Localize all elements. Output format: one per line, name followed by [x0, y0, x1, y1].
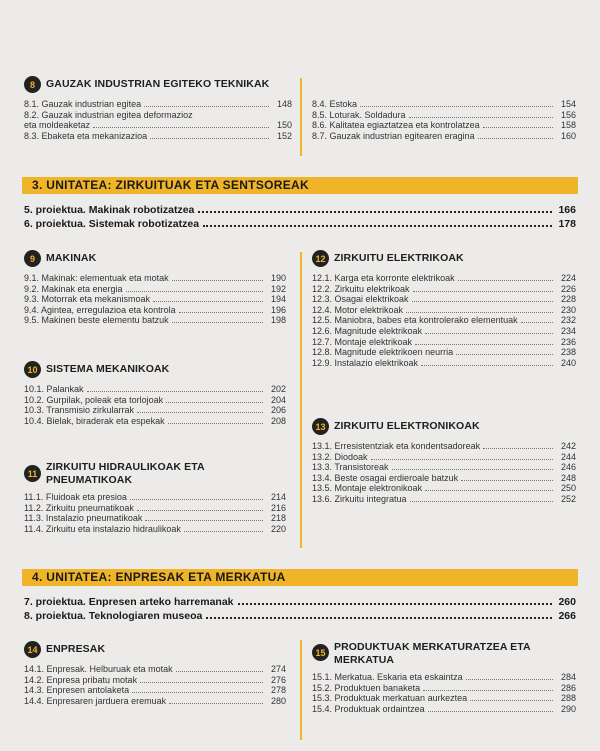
toc-entry[interactable]: 11.3. Instalazio pneumatikoak 218 — [24, 513, 286, 524]
toc-entry[interactable]: 12.3. Osagai elektrikoak 228 — [312, 294, 576, 305]
toc-entry[interactable]: 8.7. Gauzak industrian egitearen eragina 160 — [312, 130, 576, 141]
chapter-10-number-badge: 10 — [24, 361, 41, 378]
toc-entry[interactable]: 13.2. Diodoak 244 — [312, 451, 576, 462]
chapter-12-number-badge: 12 — [312, 250, 329, 267]
toc-entry[interactable]: 13.6. Zirkuitu integratua 252 — [312, 493, 576, 504]
toc-entry[interactable]: eta moldeaketaz 150 — [24, 120, 292, 131]
column-divider — [300, 78, 302, 156]
toc-entry[interactable]: 15.2. Produktuen banaketa 286 — [312, 682, 576, 693]
chapter-8-title: GAUZAK INDUSTRIAN EGITEKO TEKNIKAK — [46, 78, 270, 91]
chapter-10-title: SISTEMA MEKANIKOAK — [46, 363, 170, 376]
toc-entry[interactable]: 13.3. Transistoreak 246 — [312, 462, 576, 473]
chapter-10-section — [24, 361, 286, 426]
unit-4-header: 4. UNITATEA: ENPRESAK ETA MERKATUA — [22, 569, 578, 586]
toc-entry[interactable]: 11.4. Zirkuitu eta instalazio hidraulikoak 220 — [24, 523, 286, 534]
toc-entry[interactable]: 8.1. Gauzak industrian egitea 148 — [24, 99, 292, 109]
chapter-11-number-badge: 11 — [24, 465, 41, 482]
toc-entry[interactable]: 12.1. Karga eta korronte elektrikoak 224 — [312, 273, 576, 283]
chapter-11-title: ZIRKUITU HIDRAULIKOAK ETA PNEUMATIKOAK — [46, 461, 205, 486]
toc-entry[interactable]: 9.4. Agintea, erregulazioa eta kontrola 196 — [24, 304, 286, 315]
toc-entry[interactable]: 12.2. Zirkuitu elektrikoak 226 — [312, 283, 576, 294]
toc-entry[interactable]: 10.1. Palankak 202 — [24, 384, 286, 394]
toc-entry[interactable]: 13.5. Montaje elektronikoak 250 — [312, 483, 576, 494]
chapter-13-number-badge: 13 — [312, 418, 329, 435]
toc-entry[interactable]: 15.4. Produktuak ordaintzea 290 — [312, 703, 576, 714]
toc-entry[interactable]: 12.8. Magnitude elektrikoen neurria 238 — [312, 347, 576, 358]
chapter-8-number-badge: 8 — [24, 76, 41, 93]
chapter-12-section — [312, 250, 576, 368]
chapter-15-section — [312, 641, 576, 714]
chapter-12-title: ZIRKUITU ELEKTRIKOAK — [334, 252, 464, 265]
chapter-15-title: PRODUKTUAK MERKATURATZEA ETA MERKATUA — [334, 641, 531, 666]
chapter-8-continued — [312, 99, 576, 141]
chapter-13-section — [312, 418, 576, 505]
toc-entry[interactable]: 10.4. Bielak, biraderak eta espekak 208 — [24, 415, 286, 426]
toc-entry[interactable]: 9.5. Makinen beste elementu batzuk 198 — [24, 315, 286, 326]
toc-entry[interactable]: 9.1. Makinak: elementuak eta motak 190 — [24, 273, 286, 283]
toc-entry[interactable]: 15.3. Produktuak merkatuan aurkeztea 288 — [312, 693, 576, 704]
project-entry[interactable]: 8. proiektua. Teknologiaren museoa 266 — [24, 610, 576, 622]
toc-entry[interactable]: 12.9. Instalazio elektrikoak 240 — [312, 357, 576, 368]
chapter-9-section — [24, 250, 286, 326]
toc-entry[interactable]: 14.2. Enpresa pribatu motak 276 — [24, 674, 286, 685]
chapter-8-section — [24, 76, 292, 141]
chapter-9-number-badge: 9 — [24, 250, 41, 267]
toc-entry[interactable]: 12.5. Maniobra, babes eta kontrolerako elementuak 232 — [312, 315, 576, 326]
toc-entry[interactable]: 8.5. Loturak. Soldadura 156 — [312, 109, 576, 120]
toc-entry[interactable]: 13.4. Beste osagai erdieroale batzuk 248 — [312, 472, 576, 483]
toc-entry[interactable]: 12.4. Motor elektrikoak 230 — [312, 304, 576, 315]
unit-3-header: 3. UNITATEA: ZIRKUITUAK ETA SENTSOREAK — [22, 177, 578, 194]
toc-entry[interactable]: 14.3. Enpresen antolaketa 278 — [24, 685, 286, 696]
toc-entry[interactable]: 8.4. Estoka 154 — [312, 99, 576, 109]
toc-entry[interactable]: 8.2. Gauzak industrian egitea deformazioz — [24, 109, 193, 120]
chapter-14-title: ENPRESAK — [46, 643, 106, 656]
project-entry[interactable]: 6. proiektua. Sistemak robotizatzea 178 — [24, 218, 576, 230]
toc-entry[interactable]: 10.3. Transmisio zirkularrak 206 — [24, 405, 286, 416]
toc-entry[interactable]: 13.1. Erresistentziak eta kondentsadoreak 242 — [312, 441, 576, 451]
toc-entry[interactable]: 11.1. Fluidoak eta presioa 214 — [24, 492, 286, 502]
toc-entry[interactable]: 14.1. Enpresak. Helburuak eta motak 274 — [24, 664, 286, 674]
chapter-14-section — [24, 641, 286, 706]
toc-entry[interactable]: 8.6. Kalitatea egiaztatzea eta kontrolatzea 158 — [312, 120, 576, 131]
toc-entry[interactable]: 12.7. Montaje elektrikoak 236 — [312, 336, 576, 347]
chapter-9-title: MAKINAK — [46, 252, 97, 265]
toc-entry[interactable]: 11.2. Zirkuitu pneumatikoak 216 — [24, 502, 286, 513]
toc-entry[interactable]: 15.1. Merkatua. Eskaria eta eskaintza 284 — [312, 672, 576, 682]
toc-entry[interactable]: 9.3. Motorrak eta mekanismoak 194 — [24, 294, 286, 305]
column-divider — [300, 252, 302, 548]
toc-entry[interactable]: 14.4. Enpresaren jarduera eremuak 280 — [24, 695, 286, 706]
toc-entry[interactable]: 8.3. Ebaketa eta mekanizazioa 152 — [24, 130, 292, 141]
chapter-13-title: ZIRKUITU ELEKTRONIKOAK — [334, 420, 480, 433]
toc-entry[interactable]: 10.2. Gurpilak, poleak eta torlojoak 204 — [24, 394, 286, 405]
column-divider — [300, 640, 302, 740]
chapter-11-section — [24, 461, 286, 534]
chapter-14-number-badge: 14 — [24, 641, 41, 658]
project-entry[interactable]: 7. proiektua. Enpresen arteko harremanak 260 — [24, 596, 576, 608]
project-entry[interactable]: 5. proiektua. Makinak robotizatzea 166 — [24, 204, 576, 216]
toc-entry[interactable]: 9.2. Makinak eta energia 192 — [24, 283, 286, 294]
toc-entry[interactable]: 12.6. Magnitude elektrikoak 234 — [312, 325, 576, 336]
chapter-15-number-badge: 15 — [312, 644, 329, 661]
